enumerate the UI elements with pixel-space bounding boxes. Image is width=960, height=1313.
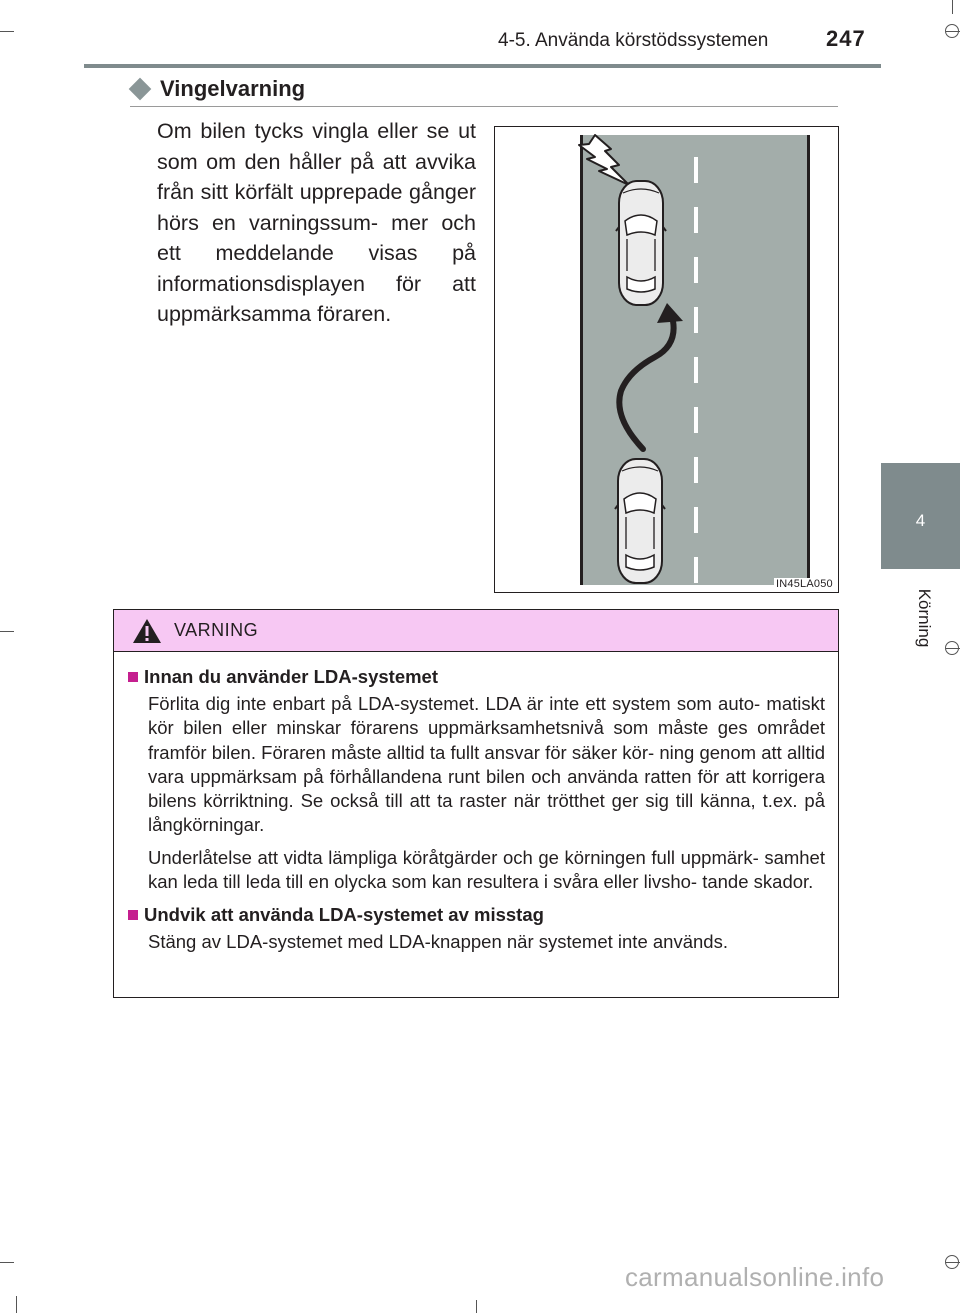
chapter-label: Körning	[915, 588, 934, 648]
header-rule	[84, 64, 881, 68]
warning-paragraph: Förlita dig inte enbart på LDA-systemet. LDA är inte ett system som auto- matiskt kör bilen eller minskar förarens uppmärksamhetsnivå som måste ges området framför bilen. Föraren måste alltid ta fullt ansvar för säker kör- ning genom att alltid vara uppmärksam på förhållandena runt bilen och använda ratten för att korrigera bilens körriktning. Se också till att ta raster när trötthet ger sig till känna, t.ex. på långkörningar.	[148, 693, 825, 836]
crop-mark	[0, 1262, 14, 1263]
chapter-tab	[881, 463, 960, 569]
section-title: Vingelvarning	[160, 76, 306, 101]
chapter-number: 4	[915, 511, 926, 530]
watermark: carmanualsonline.info	[625, 1262, 885, 1292]
page-number: 247	[826, 26, 866, 51]
figure-code: IN45LA050	[776, 578, 833, 590]
section-rule	[130, 106, 838, 107]
crop-mark	[16, 1296, 17, 1313]
crop-mark	[0, 631, 14, 632]
warning-paragraph: Stäng av LDA-systemet med LDA-knappen när systemet inte används.	[148, 931, 728, 953]
section-heading	[130, 76, 305, 102]
crop-mark	[476, 1300, 477, 1313]
warning-header	[114, 610, 838, 652]
chapter-label-wrap	[904, 578, 934, 658]
warning-paragraph: Underlåtelse att vidta lämpliga köråtgärder och ge körningen full uppmärk- samhet kan leda till leda till en olycka som kan resultera i svåra eller livsho- tande skador.	[148, 846, 825, 893]
road-diagram	[495, 127, 838, 592]
warning-body	[114, 652, 838, 955]
warning-item-title: Innan du använder LDA-systemet	[144, 666, 439, 687]
crop-mark	[945, 24, 959, 38]
car-bottom-icon	[615, 459, 665, 583]
header-section-title: 4-5. Använda körstödssystemen	[498, 30, 769, 51]
center-dashed-line	[694, 157, 698, 583]
crop-mark	[952, 0, 953, 14]
warning-box	[113, 609, 839, 998]
lane-sway-illustration	[494, 126, 839, 593]
square-bullet-icon	[128, 910, 138, 920]
road-edge-right	[807, 135, 810, 585]
crop-mark	[0, 31, 14, 32]
warning-label: VARNING	[174, 620, 259, 640]
car-top-icon	[616, 181, 666, 305]
road-edge-left	[580, 135, 583, 585]
crop-mark	[945, 1255, 959, 1269]
warning-triangle-icon	[132, 618, 162, 644]
section-intro-text: Om bilen tycks vingla eller se ut som om den håller på att avvika från sitt körfält upprepade gånger hörs en varningssum- mer och ett meddelande visas på informationsdisplayen för att uppmärksamma föraren.	[157, 119, 476, 326]
crop-mark	[945, 641, 959, 655]
diamond-bullet-icon	[129, 78, 152, 101]
warning-item-heading	[127, 666, 825, 688]
warning-item-heading	[127, 904, 825, 926]
warning-item-title: Undvik att använda LDA-systemet av misstag	[144, 904, 544, 926]
square-bullet-icon	[128, 672, 138, 682]
